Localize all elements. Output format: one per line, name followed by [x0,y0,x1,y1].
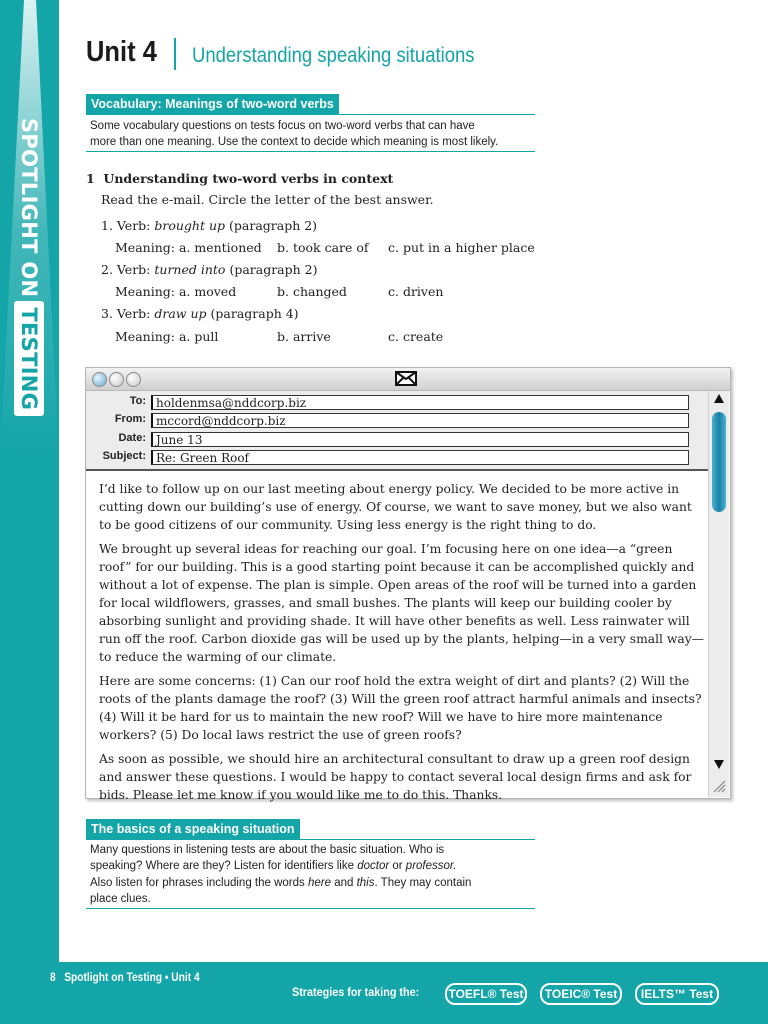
choice-a[interactable]: a. pull [178,329,219,344]
title-divider [174,38,176,70]
basics-box-line-1: Many questions in listening tests are about the basic situation. Who is [90,844,445,856]
basics-term-here: here [307,877,332,889]
page-number: 8 [50,970,56,984]
email-scrollbar[interactable] [708,391,729,797]
verb-label: Verb: [116,262,151,277]
subject-field[interactable]: Re: Green Roof [151,450,689,465]
vocab-box-top-rule [86,114,535,115]
question-number: 3. [101,306,113,321]
meaning-label: Meaning: [115,329,175,344]
question-verb: draw up [154,306,207,321]
email-paragraph-2: We brought up several ideas for reaching our goal. I’m focusing here on one idea—a “green roof” for our building. This is a good starting point because it can be accomplished quickly and without a lot of expense. The plan is simple. Open areas of the roof will be turned into a garden for local wildflowers, grasses, and small bushes. The plants will keep our building cooler by absorbing sunlight and providing shade. It will have other benefits as well. Less rainwater will run off the roof. Carbon dioxide gas will be used up by the plants, helping—in a very small way—to reduce the warming of our climate. [99,542,704,664]
envelope-icon [395,371,417,386]
basics-term-doctor: doctor [357,860,390,872]
basics-text: speaking? Where are they? Listen for identifiers like [90,860,358,872]
exercise-title: Understanding two-word verbs in context [103,171,394,186]
vocab-box-line-2: more than one meaning. Use the context to decide which meaning is most likely. [90,136,499,148]
from-label: From: [114,413,146,425]
email-body [99,480,705,810]
basics-box-line-3 [90,875,471,891]
footer-book-title: Spotlight on Testing [64,970,163,984]
choice-c[interactable]: c. driven [388,284,444,299]
date-field[interactable]: June 13 [151,432,689,447]
scroll-thumb[interactable] [712,412,726,512]
choice-c[interactable]: c. put in a higher place [388,240,535,255]
footer-strategies-label: Strategies for taking the: [292,985,420,999]
paragraph-reference: (paragraph 2) [229,262,318,277]
to-field[interactable]: holdenmsa@nddcorp.biz [151,395,689,410]
unit-number: Unit 4 [86,36,157,68]
choice-c[interactable]: c. create [388,329,444,344]
sidebar-band [0,0,59,1024]
basics-term-professor: professor. [405,860,457,872]
resize-grip-icon[interactable] [712,779,726,793]
choice-b[interactable]: b. arrive [277,329,331,344]
question-1-meaning-line [115,240,535,255]
basics-text: . They may contain [374,877,472,889]
basics-text: and [331,877,357,889]
email-header [86,391,708,471]
scroll-down-arrow-icon[interactable] [714,760,724,769]
to-label: To: [129,395,146,407]
paragraph-reference: (paragraph 4) [210,306,299,321]
meaning-label: Meaning: [115,284,175,299]
question-number: 2. [101,262,113,277]
sidebar-label-spotlight: SPOTLIGHT ON [17,118,41,298]
basics-box-line-4: place clues. [90,893,151,905]
exercise-heading [86,171,393,186]
vocab-box-line-1: Some vocabulary questions on tests focus on two-word verbs that can have [90,120,475,132]
meaning-label: Meaning: [115,240,175,255]
basics-box-heading: The basics of a speaking situation [86,819,300,839]
verb-label: Verb: [116,218,151,233]
window-minimize-button[interactable] [109,372,124,387]
sidebar-label-testing: TESTING [14,301,44,416]
question-2-verb-line [101,262,317,277]
footer-page-info [50,970,200,984]
email-window [85,367,731,802]
choice-a[interactable]: a. mentioned [178,240,262,255]
from-field[interactable]: mccord@nddcorp.biz [151,413,689,428]
choice-b[interactable]: b. changed [277,284,347,299]
footer-separator: • [164,970,169,984]
basics-box-bottom-rule [86,908,535,909]
question-3-verb-line [101,306,299,321]
basics-box-top-rule [86,839,535,840]
unit-title: Understanding speaking situations [192,44,475,67]
choice-b[interactable]: b. took care of [277,240,369,255]
basics-term-this: this [356,877,375,889]
window-zoom-button[interactable] [126,372,141,387]
question-2-meaning-line [115,284,444,299]
ielts-test-badge[interactable]: IELTS™ Test [635,983,719,1005]
window-close-button[interactable] [92,372,107,387]
question-verb: brought up [154,218,226,233]
vocab-box-heading: Vocabulary: Meanings of two-word verbs [86,94,339,114]
basics-text: Also listen for phrases including the words [90,877,308,889]
vocab-box-bottom-rule [86,151,535,152]
question-number: 1. [101,218,113,233]
subject-label: Subject: [102,450,146,462]
basics-text: or [389,860,406,872]
email-paragraph-4: As soon as possible, we should hire an architectural consultant to draw up a green roof design and answer these questions. I would be happy to contact several local design firms and ask for bids. Please let me know if you would like me to do this. Thanks. [99,752,692,802]
footer-unit: Unit 4 [171,970,200,984]
email-titlebar [86,368,730,391]
exercise-instruction: Read the e-mail. Circle the letter of the best answer. [101,192,434,207]
email-paragraph-1: I’d like to follow up on our last meeting about energy policy. We decided to be more active in cutting down our building’s use of energy. Of course, we want to save money, but we also want to be good citizens of our community. Using less energy is the right thing to do. [99,482,692,532]
paragraph-reference: (paragraph 2) [229,218,318,233]
spotlight-on-testing-label [11,118,47,418]
toefl-test-badge[interactable]: TOEFL® Test [445,983,527,1005]
verb-label: Verb: [116,306,151,321]
exercise-number: 1 [86,171,95,186]
choice-a[interactable]: a. moved [178,284,237,299]
date-label: Date: [118,432,146,444]
toeic-test-badge[interactable]: TOEIC® Test [540,983,622,1005]
scroll-up-arrow-icon[interactable] [714,394,724,403]
basics-box-line-2 [90,858,457,874]
email-paragraph-3: Here are some concerns: (1) Can our roof hold the extra weight of dirt and plants? (2) Will the roots of the plants damage the roof? (3) Will the green roof attract harmful animals and insects? (4) Will it be hard for us to maintain the new roof? Will we have to hire more maintenance workers? (5) Do local laws restrict the use of green roofs? [99,674,702,742]
question-verb: turned into [154,262,226,277]
question-3-meaning-line [115,329,444,344]
question-1-verb-line [101,218,317,233]
